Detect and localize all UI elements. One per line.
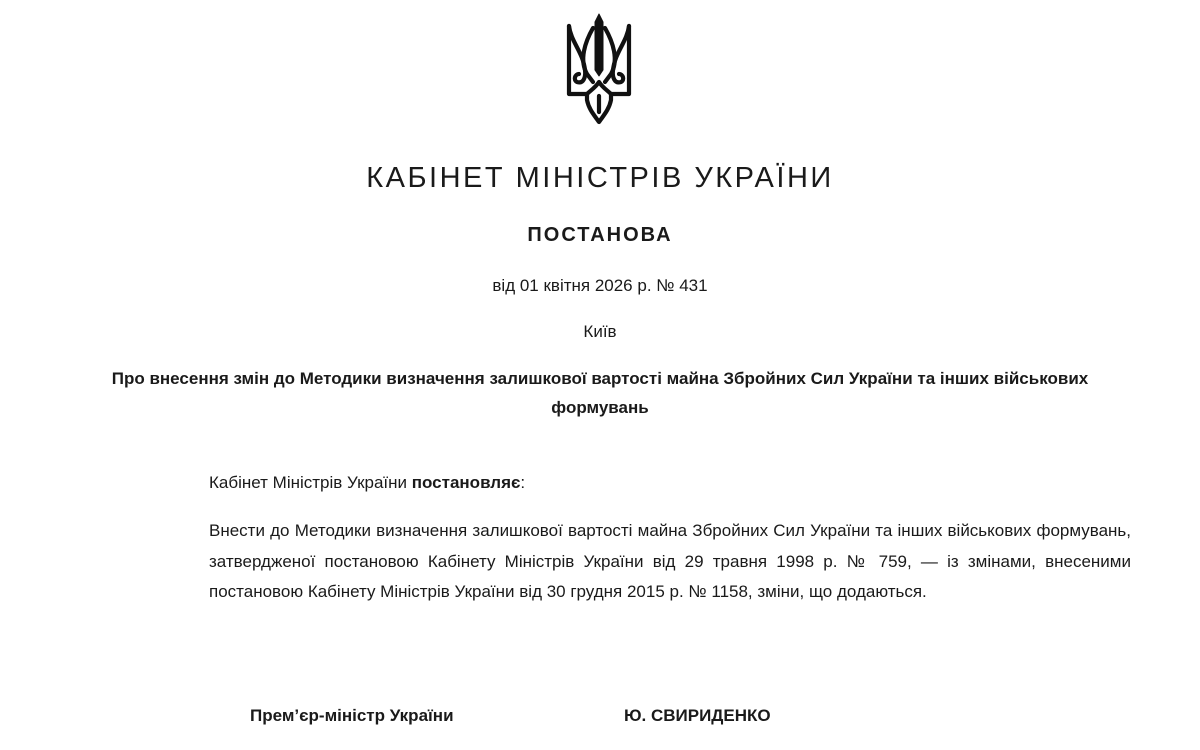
resolution-paragraph: Внести до Методики визначення залишкової вартості майна Збройних Сил України та інших військових формувань, затвердженої постановою Кабінету Міністрів України від 29 травня 1998 р. № 759, — із змінами, внесеними постановою Кабінету Міністрів України від 30 грудня 2015 р. № 1158, зміни, що додаються.	[209, 521, 1131, 601]
resolution-intro	[209, 471, 525, 495]
signatory-name: Ю. СВИРИДЕНКО	[624, 706, 771, 725]
trident-emblem-icon	[563, 12, 635, 126]
intro-prefix: Кабінет Міністрів України	[209, 473, 412, 492]
document-type: ПОСТАНОВА	[527, 224, 673, 246]
document-subject: Про внесення змін до Методики визначення залишкової вартості майна Збройних Сил України та інших військових формувань	[111, 369, 1089, 417]
document-city: Київ	[583, 322, 617, 341]
document-date: від 01 квітня 2026 р. № 431	[492, 276, 708, 295]
intro-suffix: :	[520, 473, 526, 492]
organization-title: КАБІНЕТ МІНІСТРІВ УКРАЇНИ	[366, 162, 834, 194]
intro-verb: постановляє	[411, 473, 521, 492]
signatory-position: Прем’єр-міністр України	[250, 706, 454, 725]
